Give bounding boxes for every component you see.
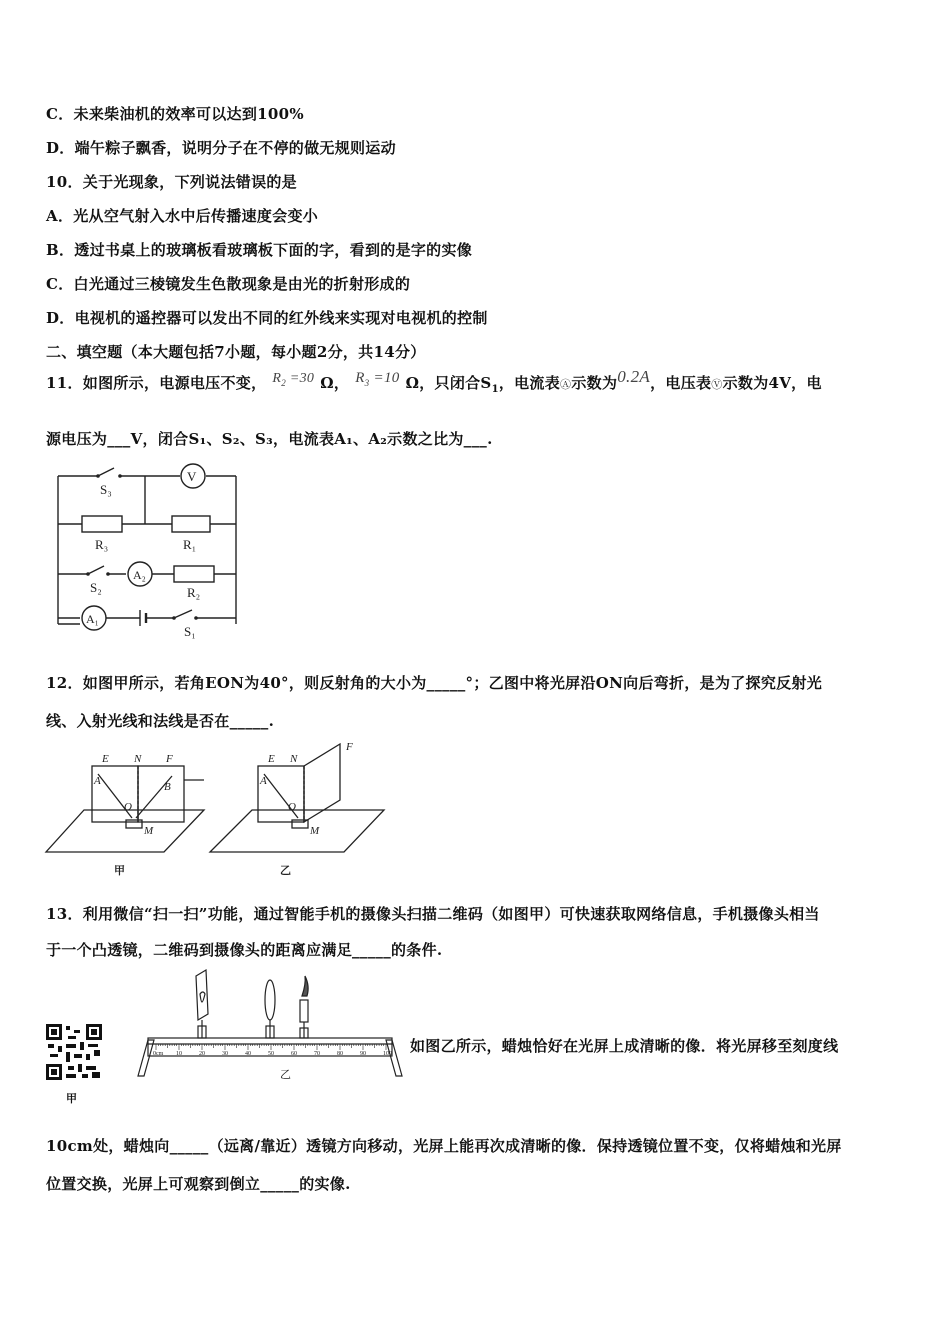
- label-m2: M: [310, 825, 320, 837]
- bench-caption: 乙: [280, 1069, 291, 1081]
- ruler-tick-label: 30: [222, 1051, 228, 1057]
- qr-caption: 甲: [66, 1092, 77, 1105]
- r2-formula: $R_2 =30$: [272, 371, 315, 388]
- ruler-tick-label: 60: [291, 1051, 297, 1057]
- ruler-tick-label: 90: [360, 1051, 366, 1057]
- ruler-tick-label: 80: [337, 1051, 343, 1057]
- r3-formula: $R_3 =10$: [355, 370, 400, 388]
- label-a2: A: [260, 775, 267, 787]
- label-b: B: [164, 781, 171, 793]
- label-m: M: [144, 825, 154, 837]
- question-13-side-text: 如图乙所示，蜡烛恰好在光屏上成清晰的像．将光屏移至刻度线: [410, 1037, 839, 1055]
- label-s2: S₂: [90, 580, 102, 595]
- q11-text-part: ，电压表: [650, 374, 712, 392]
- question-12-line1: 12．如图甲所示，若角EON为40°，则反射角的大小为_____°；乙图中将光屏沿ON向后弯折，是为了探究反射光: [46, 674, 823, 692]
- q11-text-part: Ω，: [320, 374, 350, 392]
- option-b-q10: B．透过书桌上的玻璃板看玻璃板下面的字，看到的是字的实像: [46, 241, 473, 259]
- label-a1: A₁: [86, 612, 99, 626]
- ruler-tick-label: 40: [245, 1051, 251, 1057]
- label-o: O: [124, 801, 132, 813]
- label-f: F: [166, 753, 173, 765]
- circuit-diagram: [50, 460, 250, 640]
- option-c-q10: C．白光通过三棱镜发生色散现象是由光的折射形成的: [46, 275, 411, 293]
- reflection-figure: [44, 740, 389, 880]
- label-s1: S₁: [184, 624, 196, 639]
- question-13-line2: 于一个凸透镜，二维码到摄像头的距离应满足_____的条件.: [46, 941, 443, 959]
- ammeter-symbol: Ⓐ: [560, 378, 572, 391]
- label-n: N: [134, 753, 142, 765]
- q11-text-part: 示数为4V，电: [722, 374, 822, 392]
- question-13-line4: 位置交换，光屏上可观察到倒立_____的实像.: [46, 1175, 351, 1193]
- q11-text-part: 示数为: [571, 374, 618, 392]
- ruler-tick-label: 50: [268, 1051, 274, 1057]
- q11-text-part: Ω，只闭合S: [405, 374, 492, 392]
- question-13-line1: 13．利用微信“扫一扫”功能，通过智能手机的摄像头扫描二维码（如图甲）可快速获取网络信息，手机摄像头相当: [46, 905, 820, 923]
- q11-text-part: 11．如图所示，电源电压不变，: [46, 374, 267, 392]
- option-c-q9: C．未来柴油机的效率可以达到100%: [46, 105, 304, 123]
- option-a-q10: A．光从空气射入水中后传播速度会变小: [46, 207, 319, 225]
- question-12-line2: 线、入射光线和法线是否在_____.: [46, 712, 275, 730]
- caption-jia: 甲: [114, 865, 125, 877]
- question-10-stem: 10．关于光现象，下列说法错误的是: [46, 173, 297, 191]
- label-a: A: [94, 775, 101, 787]
- current-value: 0.2A: [617, 367, 651, 386]
- label-s3: S₃: [100, 482, 112, 497]
- qr-code: [46, 1024, 102, 1080]
- label-e: E: [102, 753, 109, 765]
- voltmeter-symbol: Ⓥ: [711, 378, 723, 391]
- ruler-tick-label: 20: [199, 1051, 205, 1057]
- label-v: V: [187, 469, 197, 484]
- ruler-tick-label: 0cm: [153, 1051, 164, 1057]
- q11-sub: 1: [491, 384, 499, 395]
- option-d-q10: D．电视机的遥控器可以发出不同的红外线来实现对电视机的控制: [46, 309, 488, 327]
- section-heading: 二、填空题（本大题包括7小题，每小题2分，共14分）: [46, 343, 426, 361]
- ruler-tick-label: 100: [383, 1051, 392, 1057]
- ruler-tick-label: 10: [176, 1051, 182, 1057]
- question-13-line3: 10cm处，蜡烛向_____（远离/靠近）透镜方向移动，光屏上能再次成清晰的像．保持透镜位置不变，仅将蜡烛和光屏: [46, 1137, 842, 1155]
- label-n2: N: [290, 753, 298, 765]
- label-r2: R₂: [187, 585, 201, 600]
- label-a2: A₂: [133, 568, 146, 582]
- label-e2: E: [268, 753, 275, 765]
- label-r3: R₃: [95, 537, 109, 552]
- optical-bench: [134, 966, 406, 1082]
- label-f2: F: [346, 741, 353, 753]
- label-r1: R₁: [183, 537, 197, 552]
- question-11-line1: [46, 367, 822, 395]
- option-d-q9: D．端午粽子飘香，说明分子在不停的做无规则运动: [46, 139, 396, 157]
- caption-yi: 乙: [280, 865, 291, 877]
- q11-text-part: ，电流表: [498, 374, 561, 392]
- question-11-line2: 源电压为___V，闭合S₁、S₂、S₃，电流表A₁、A₂示数之比为___.: [46, 430, 493, 448]
- ruler-tick-label: 70: [314, 1051, 320, 1057]
- label-o2: O: [288, 801, 296, 813]
